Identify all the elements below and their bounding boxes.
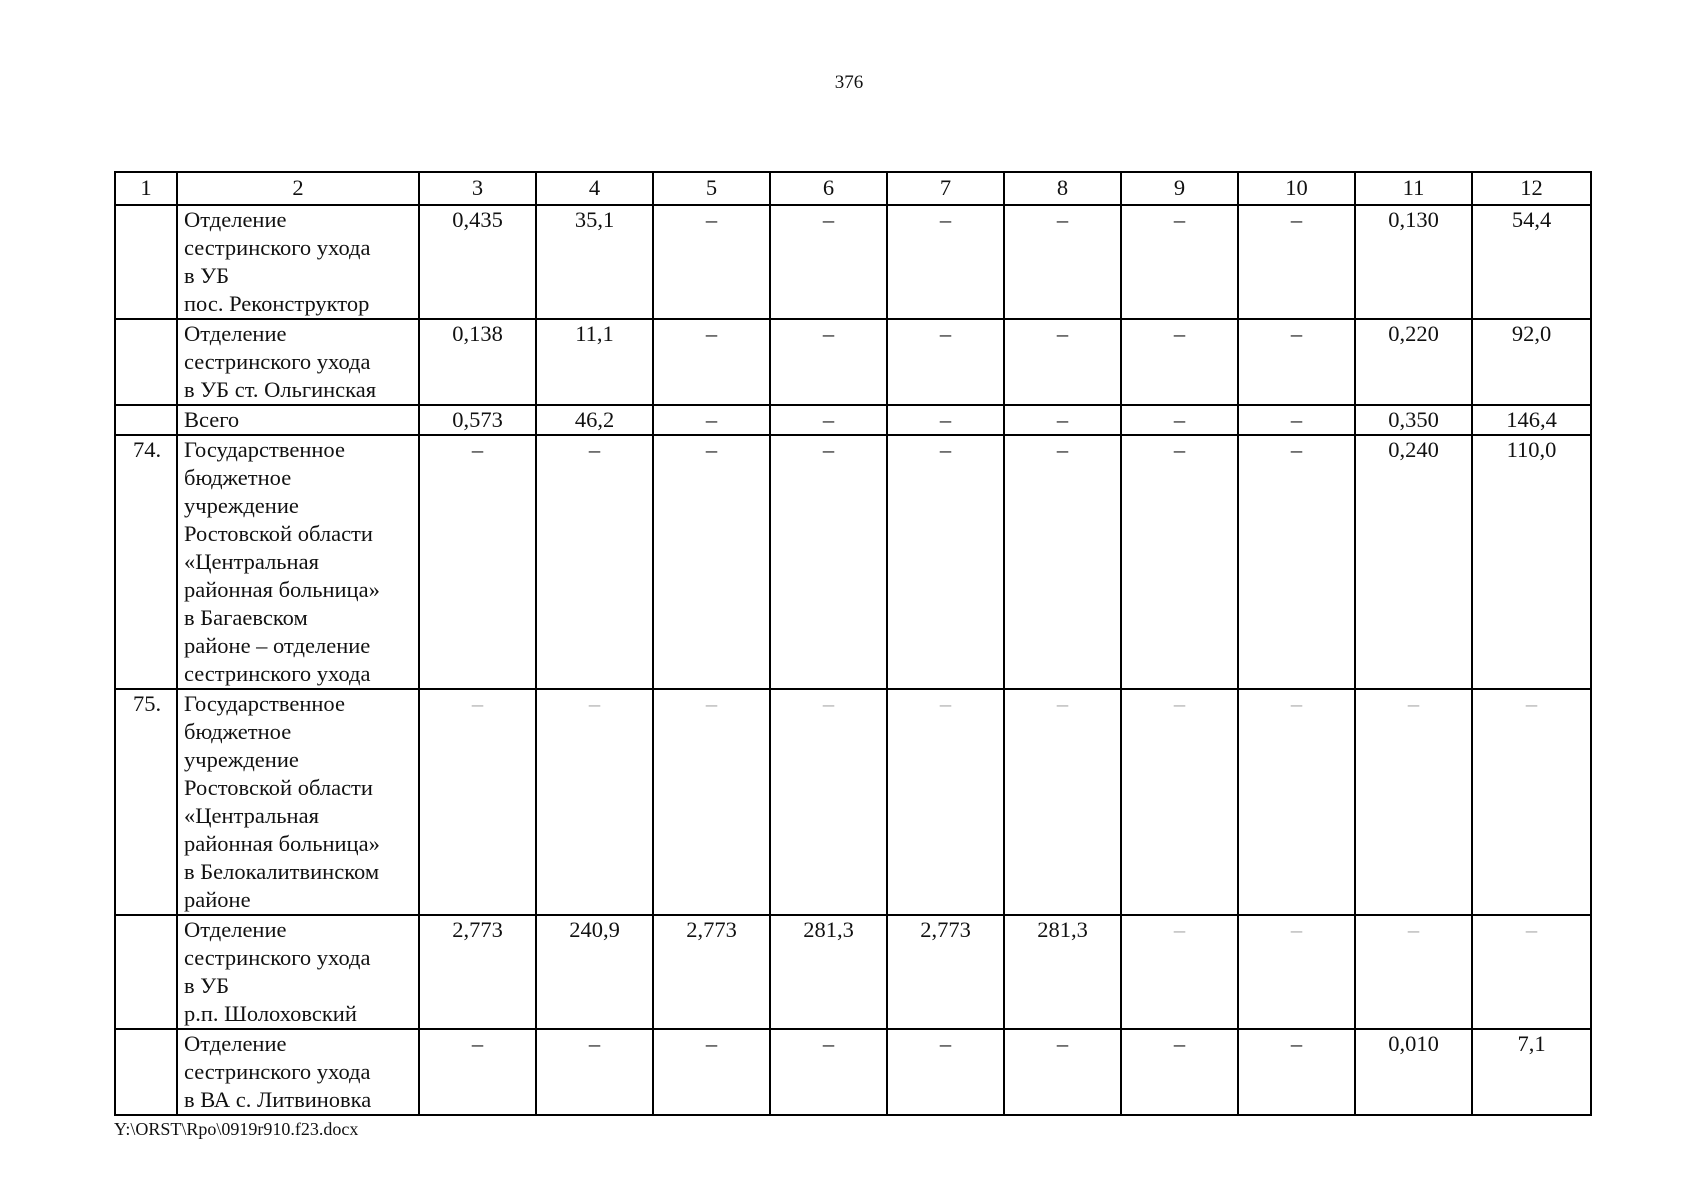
row-number-cell [115,915,177,1029]
row-number-cell [115,205,177,319]
institution-name-cell: Государственное бюджетное учреждение Ростовской области «Центральная районная больница» в Багаевском районе – отделение сестринского ухода [177,435,419,689]
column-header: 12 [1472,172,1591,205]
column-header: 8 [1004,172,1121,205]
value-cell-col-7: – [887,689,1004,915]
value-cell-col-3: 0,138 [419,319,536,405]
table-row [115,205,1591,319]
value-cell-col-3: – [419,435,536,689]
page-number: 376 [834,72,864,93]
footer-file-path: Y:\ORST\Rpo\0919r910.f23.docx [114,1119,359,1139]
value-cell-col-12: 110,0 [1472,435,1591,689]
value-cell-col-9: – [1121,915,1238,1029]
value-cell-col-11: 0,010 [1355,1029,1472,1115]
column-header: 4 [536,172,653,205]
value-cell-col-6: – [770,205,887,319]
row-number-cell: 74. [115,435,177,689]
table-row [115,689,1591,915]
row-number-cell [115,1029,177,1115]
value-cell-col-3: 2,773 [419,915,536,1029]
institution-name-cell: Отделение сестринского ухода в УБ пос. Реконструктор [177,205,419,319]
value-cell-col-6: – [770,689,887,915]
institution-name-cell: Всего [177,405,419,435]
value-cell-col-10: – [1238,405,1355,435]
value-cell-col-4: – [536,689,653,915]
value-cell-col-11: 0,130 [1355,205,1472,319]
table-body [115,172,1591,1115]
table-row [115,319,1591,405]
value-cell-col-8: – [1004,205,1121,319]
row-number-cell [115,405,177,435]
value-cell-col-7: – [887,205,1004,319]
value-cell-col-12: – [1472,689,1591,915]
table-header-row [115,172,1591,205]
value-cell-col-5: 2,773 [653,915,770,1029]
value-cell-col-7: – [887,319,1004,405]
value-cell-col-9: – [1121,1029,1238,1115]
value-cell-col-5: – [653,435,770,689]
value-cell-col-10: – [1238,205,1355,319]
column-header: 5 [653,172,770,205]
row-number-cell: 75. [115,689,177,915]
institution-name-cell: Отделение сестринского ухода в УБ ст. Ольгинская [177,319,419,405]
value-cell-col-8: 281,3 [1004,915,1121,1029]
value-cell-col-4: – [536,435,653,689]
value-cell-col-12: 7,1 [1472,1029,1591,1115]
value-cell-col-5: – [653,1029,770,1115]
value-cell-col-6: 281,3 [770,915,887,1029]
value-cell-col-11: 0,240 [1355,435,1472,689]
value-cell-col-6: – [770,319,887,405]
value-cell-col-5: – [653,319,770,405]
value-cell-col-4: 11,1 [536,319,653,405]
value-cell-col-8: – [1004,1029,1121,1115]
value-cell-col-7: – [887,435,1004,689]
table-row [115,915,1591,1029]
value-cell-col-12: 54,4 [1472,205,1591,319]
data-table [114,171,1592,1116]
institution-name-cell: Отделение сестринского ухода в ВА с. Литвиновка [177,1029,419,1115]
value-cell-col-7: – [887,405,1004,435]
table-row [115,1029,1591,1115]
column-header: 7 [887,172,1004,205]
value-cell-col-8: – [1004,319,1121,405]
value-cell-col-9: – [1121,689,1238,915]
column-header: 6 [770,172,887,205]
value-cell-col-4: 35,1 [536,205,653,319]
value-cell-col-5: – [653,205,770,319]
value-cell-col-11: – [1355,915,1472,1029]
value-cell-col-11: 0,220 [1355,319,1472,405]
value-cell-col-5: – [653,689,770,915]
institution-name-cell: Отделение сестринского ухода в УБ р.п. Шолоховский [177,915,419,1029]
value-cell-col-10: – [1238,915,1355,1029]
column-header: 1 [115,172,177,205]
table-row [115,405,1591,435]
value-cell-col-5: – [653,405,770,435]
value-cell-col-3: – [419,1029,536,1115]
value-cell-col-8: – [1004,435,1121,689]
value-cell-col-10: – [1238,435,1355,689]
value-cell-col-4: 46,2 [536,405,653,435]
value-cell-col-7: – [887,1029,1004,1115]
value-cell-col-9: – [1121,319,1238,405]
value-cell-col-12: 146,4 [1472,405,1591,435]
value-cell-col-4: 240,9 [536,915,653,1029]
value-cell-col-10: – [1238,689,1355,915]
value-cell-col-3: 0,435 [419,205,536,319]
value-cell-col-6: – [770,405,887,435]
institution-name-cell: Государственное бюджетное учреждение Ростовской области «Центральная районная больница» в Белокалитвинском районе [177,689,419,915]
column-header: 9 [1121,172,1238,205]
value-cell-col-11: – [1355,689,1472,915]
value-cell-col-8: – [1004,689,1121,915]
value-cell-col-3: – [419,689,536,915]
column-header: 3 [419,172,536,205]
row-number-cell [115,319,177,405]
table-row [115,435,1591,689]
value-cell-col-6: – [770,435,887,689]
value-cell-col-12: – [1472,915,1591,1029]
value-cell-col-9: – [1121,205,1238,319]
value-cell-col-11: 0,350 [1355,405,1472,435]
value-cell-col-9: – [1121,435,1238,689]
value-cell-col-10: – [1238,1029,1355,1115]
value-cell-col-7: 2,773 [887,915,1004,1029]
value-cell-col-9: – [1121,405,1238,435]
column-header: 11 [1355,172,1472,205]
value-cell-col-4: – [536,1029,653,1115]
value-cell-col-10: – [1238,319,1355,405]
column-header: 10 [1238,172,1355,205]
value-cell-col-12: 92,0 [1472,319,1591,405]
column-header: 2 [177,172,419,205]
value-cell-col-6: – [770,1029,887,1115]
value-cell-col-8: – [1004,405,1121,435]
value-cell-col-3: 0,573 [419,405,536,435]
